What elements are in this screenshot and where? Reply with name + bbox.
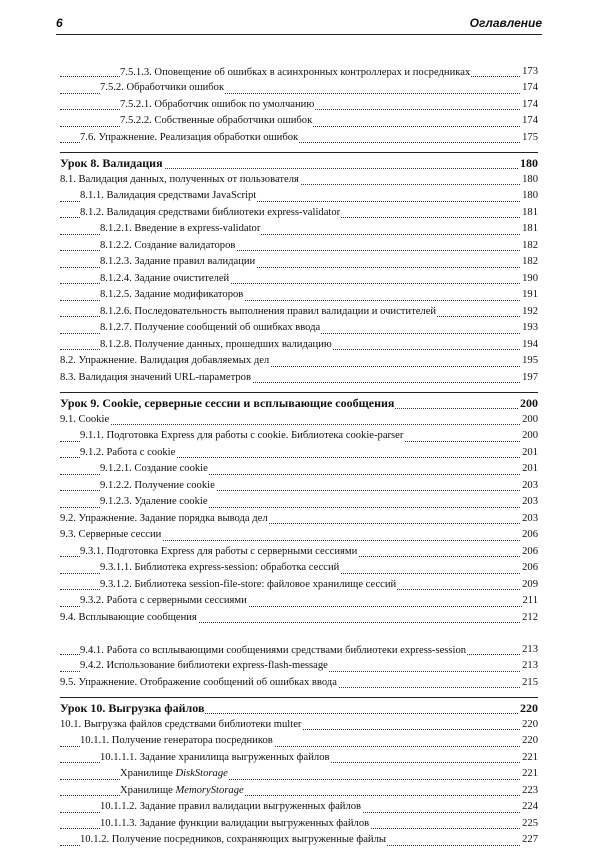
toc-page-number: 220 (521, 717, 538, 734)
toc-entry-label: 10.1.1.2. Задание правил валидации выгруженных файлов (100, 799, 362, 816)
toc-entry-row[interactable] (60, 832, 538, 849)
toc-lesson-row[interactable] (60, 155, 538, 172)
toc-entry-row[interactable] (60, 717, 538, 734)
toc-entry-row[interactable] (60, 370, 538, 387)
toc-entry-label: 9.1. Cookie (60, 412, 110, 429)
toc-entry-label: 10.1.1.3. Задание функции валидации выгруженных файлов (100, 816, 370, 833)
toc-entry-row[interactable] (60, 478, 538, 495)
toc-entry-label: 8.1. Валидация данных, полученных от пользователя (60, 172, 300, 189)
toc-entry-row[interactable] (60, 287, 538, 304)
toc-entry-row[interactable] (60, 97, 538, 114)
toc-entry-label: 9.3. Серверные сессии (60, 527, 162, 544)
toc-page-number: 213 (521, 642, 538, 659)
toc-entry-row[interactable] (60, 428, 538, 445)
toc-entry-row[interactable] (60, 337, 538, 354)
toc-page-number: 182 (521, 238, 538, 255)
toc-entry-label: 9.1.1. Подготовка Express для работы с cookie. Библиотека cookie-parser (80, 428, 404, 445)
toc-entry-row[interactable] (60, 560, 538, 577)
toc-entry-label: 9.5. Упражнение. Отображение сообщений об ошибках ввода (60, 675, 338, 692)
toc-entry-label: Хранилище DiskStorage (120, 766, 229, 783)
toc-entry-row[interactable] (60, 658, 538, 675)
toc-entry-row[interactable] (60, 799, 538, 816)
table-of-contents (60, 48, 538, 849)
toc-entry-label: 7.6. Упражнение. Реализация обработки ошибок (80, 130, 299, 147)
toc-entry-label: 10.1.1. Получение генератора посредников (80, 733, 274, 750)
toc-page-number: 203 (521, 511, 538, 528)
toc-page-number: 180 (520, 156, 538, 170)
toc-page-number: 174 (521, 113, 538, 130)
toc-entry-label: 9.3.1.1. Библиотека express-session: обработка сессий (100, 560, 340, 577)
toc-entry-label: 10.1.2. Получение посредников, сохраняющих выгруженные файлы (80, 832, 387, 849)
toc-page-number: 215 (521, 675, 538, 692)
toc-page-number: 206 (521, 560, 538, 577)
toc-entry-row[interactable] (60, 48, 538, 80)
toc-entry-label: 9.1.2.3. Удаление cookie (100, 494, 209, 511)
toc-page-number: 201 (521, 461, 538, 478)
toc-page-number: 223 (521, 783, 538, 800)
toc-page-number: 213 (521, 658, 538, 675)
toc-entry-label: 9.3.2. Работа с серверными сессиями (80, 593, 248, 610)
toc-page-number: 194 (521, 337, 538, 354)
toc-page-number: 206 (521, 544, 538, 561)
toc-entry-row[interactable] (60, 733, 538, 750)
section-divider (60, 152, 538, 153)
toc-entry-label: 9.1.2. Работа с cookie (80, 445, 176, 462)
toc-entry-label: 10.1.1.1. Задание хранилища выгруженных файлов (100, 750, 331, 767)
toc-entry-label: Урок 8. Валидация (60, 156, 163, 170)
toc-entry-row[interactable] (60, 511, 538, 528)
toc-entry-label: 8.1.2.3. Задание правил валидации (100, 254, 256, 271)
toc-page-number: 221 (521, 750, 538, 767)
toc-entry-label: 9.3.1. Подготовка Express для работы с серверными сессиями (80, 544, 358, 561)
toc-entry-row[interactable] (60, 750, 538, 767)
toc-entry-row[interactable] (60, 353, 538, 370)
toc-page-number: 211 (522, 593, 539, 610)
toc-entry-row[interactable] (60, 304, 538, 321)
toc-page-number: 180 (521, 188, 538, 205)
toc-entry-row[interactable] (60, 188, 538, 205)
toc-entry-row[interactable] (60, 766, 538, 783)
toc-entry-label: 8.1.2.2. Создание валидаторов (100, 238, 236, 255)
toc-entry-label: 8.1.2.1. Введение в express-validator (100, 221, 261, 238)
toc-entry-label: 7.5.2. Обработчики ошибок (100, 80, 225, 97)
toc-entry-row[interactable] (60, 221, 538, 238)
toc-entry-label-italic: MemoryStorage (175, 784, 244, 796)
toc-page-number: 206 (521, 527, 538, 544)
toc-page-number: 225 (521, 816, 538, 833)
toc-page-number: 200 (521, 412, 538, 429)
toc-page-number: 191 (521, 287, 538, 304)
toc-page-number: 209 (521, 577, 538, 594)
toc-entry-row[interactable] (60, 494, 538, 511)
toc-page-number: 200 (521, 428, 538, 445)
toc-entry-row[interactable] (60, 238, 538, 255)
toc-entry-row[interactable] (60, 577, 538, 594)
toc-entry-label: 9.3.1.2. Библиотека session-file-store: файловое хранилище сессий (100, 577, 397, 594)
toc-entry-row[interactable] (60, 593, 538, 610)
toc-entry-row[interactable] (60, 544, 538, 561)
toc-entry-row[interactable] (60, 320, 538, 337)
toc-page-number: 197 (521, 370, 538, 387)
toc-page-number: 190 (521, 271, 538, 288)
toc-entry-row[interactable] (60, 130, 538, 147)
toc-entry-label: 9.4.2. Использование библиотеки express-flash-message (80, 658, 329, 675)
toc-entry-label: 7.5.1.3. Оповещение об ошибках в асинхронных контроллерах и посредниках (120, 67, 471, 78)
toc-entry-label: 8.1.2.4. Задание очистителей (100, 271, 230, 288)
toc-entry-row[interactable] (60, 412, 538, 429)
toc-entry-row[interactable] (60, 816, 538, 833)
toc-lesson-row[interactable] (60, 700, 538, 717)
toc-entry-label: 9.1.2.2. Получение cookie (100, 478, 216, 495)
toc-lesson-row[interactable] (60, 395, 538, 412)
toc-entry-row[interactable] (60, 461, 538, 478)
toc-entry-label: 7.5.2.1. Обработчик ошибок по умолчанию (120, 97, 315, 114)
toc-page-number: 192 (521, 304, 538, 321)
toc-page-number: 200 (520, 396, 538, 410)
toc-page-number: 193 (521, 320, 538, 337)
toc-entry-row[interactable] (60, 610, 538, 627)
toc-entry-label: 9.4. Всплывающие сообщения (60, 610, 198, 627)
toc-page-number: 203 (521, 478, 538, 495)
toc-page-number: 220 (521, 733, 538, 750)
toc-entry-label: 10.1. Выгрузка файлов средствами библиотеки multer (60, 717, 302, 734)
toc-page-number: 220 (520, 701, 538, 715)
toc-entry-row[interactable] (60, 626, 538, 658)
toc-entry-label-italic: DiskStorage (175, 768, 228, 779)
toc-entry-label: 9.2. Упражнение. Задание порядка вывода дел (60, 511, 269, 528)
toc-entry-row[interactable] (60, 254, 538, 271)
toc-entry-row[interactable] (60, 527, 538, 544)
page-header (56, 14, 542, 35)
toc-page-number: 174 (521, 97, 538, 114)
toc-entry-row[interactable] (60, 113, 538, 130)
toc-entry-row[interactable] (60, 172, 538, 189)
section-divider (60, 392, 538, 393)
toc-entry-label: Урок 9. Cookie, серверные сессии и всплывающие сообщения (60, 396, 395, 410)
toc-page-number: 174 (521, 80, 538, 97)
toc-entry-label: 8.1.2.6. Последовательность выполнения правил валидации и очистителей (100, 304, 437, 321)
toc-entry-label: 7.5.2.2. Собственные обработчики ошибок (120, 113, 313, 130)
toc-entry-row[interactable] (60, 205, 538, 222)
toc-page-number: 221 (521, 766, 538, 783)
toc-page-number: 195 (521, 353, 538, 370)
toc-entry-row[interactable] (60, 675, 538, 692)
toc-entry-label: 8.1.2.8. Получение данных, прошедших валидацию (100, 337, 333, 354)
toc-entry-row[interactable] (60, 80, 538, 97)
toc-entry-label: 8.1.2.5. Задание модификаторов (100, 287, 244, 304)
toc-page-number: 180 (521, 172, 538, 189)
toc-entry-label: 9.1.2.1. Создание cookie (100, 461, 209, 478)
toc-entry-label: Урок 10. Выгрузка файлов (60, 701, 205, 715)
toc-entry-label: 8.1.2.7. Получение сообщений об ошибках ввода (100, 320, 321, 337)
toc-page-number: 181 (521, 221, 538, 238)
toc-entry-label: 8.1.1. Валидация средствами JavaScript (80, 188, 257, 205)
toc-page-number: 203 (521, 494, 538, 511)
toc-page-number: 175 (521, 130, 538, 147)
toc-page-number: 227 (521, 832, 538, 849)
toc-page-number: 224 (521, 799, 538, 816)
running-title: Оглавление (469, 16, 542, 30)
toc-entry-row[interactable] (60, 783, 538, 800)
page-number: 6 (56, 16, 63, 30)
toc-entry-label: 8.1.2. Валидация средствами библиотеки express-validator (80, 205, 341, 222)
toc-page-number: 173 (521, 64, 538, 81)
toc-page-number: 201 (521, 445, 538, 462)
toc-entry-row[interactable] (60, 445, 538, 462)
toc-page-number: 182 (521, 254, 538, 271)
toc-entry-label: 8.3. Валидация значений URL-параметров (60, 370, 252, 387)
toc-page-number: 181 (521, 205, 538, 222)
toc-entry-label: 9.4.1. Работа со всплывающими сообщениями средствами библиотеки express-session (80, 645, 467, 656)
toc-page-number: 212 (521, 610, 538, 627)
toc-entry-label: 8.2. Упражнение. Валидация добавляемых дел (60, 353, 270, 370)
toc-entry-label: Хранилище MemoryStorage (120, 783, 245, 800)
section-divider (60, 697, 538, 698)
toc-entry-row[interactable] (60, 271, 538, 288)
